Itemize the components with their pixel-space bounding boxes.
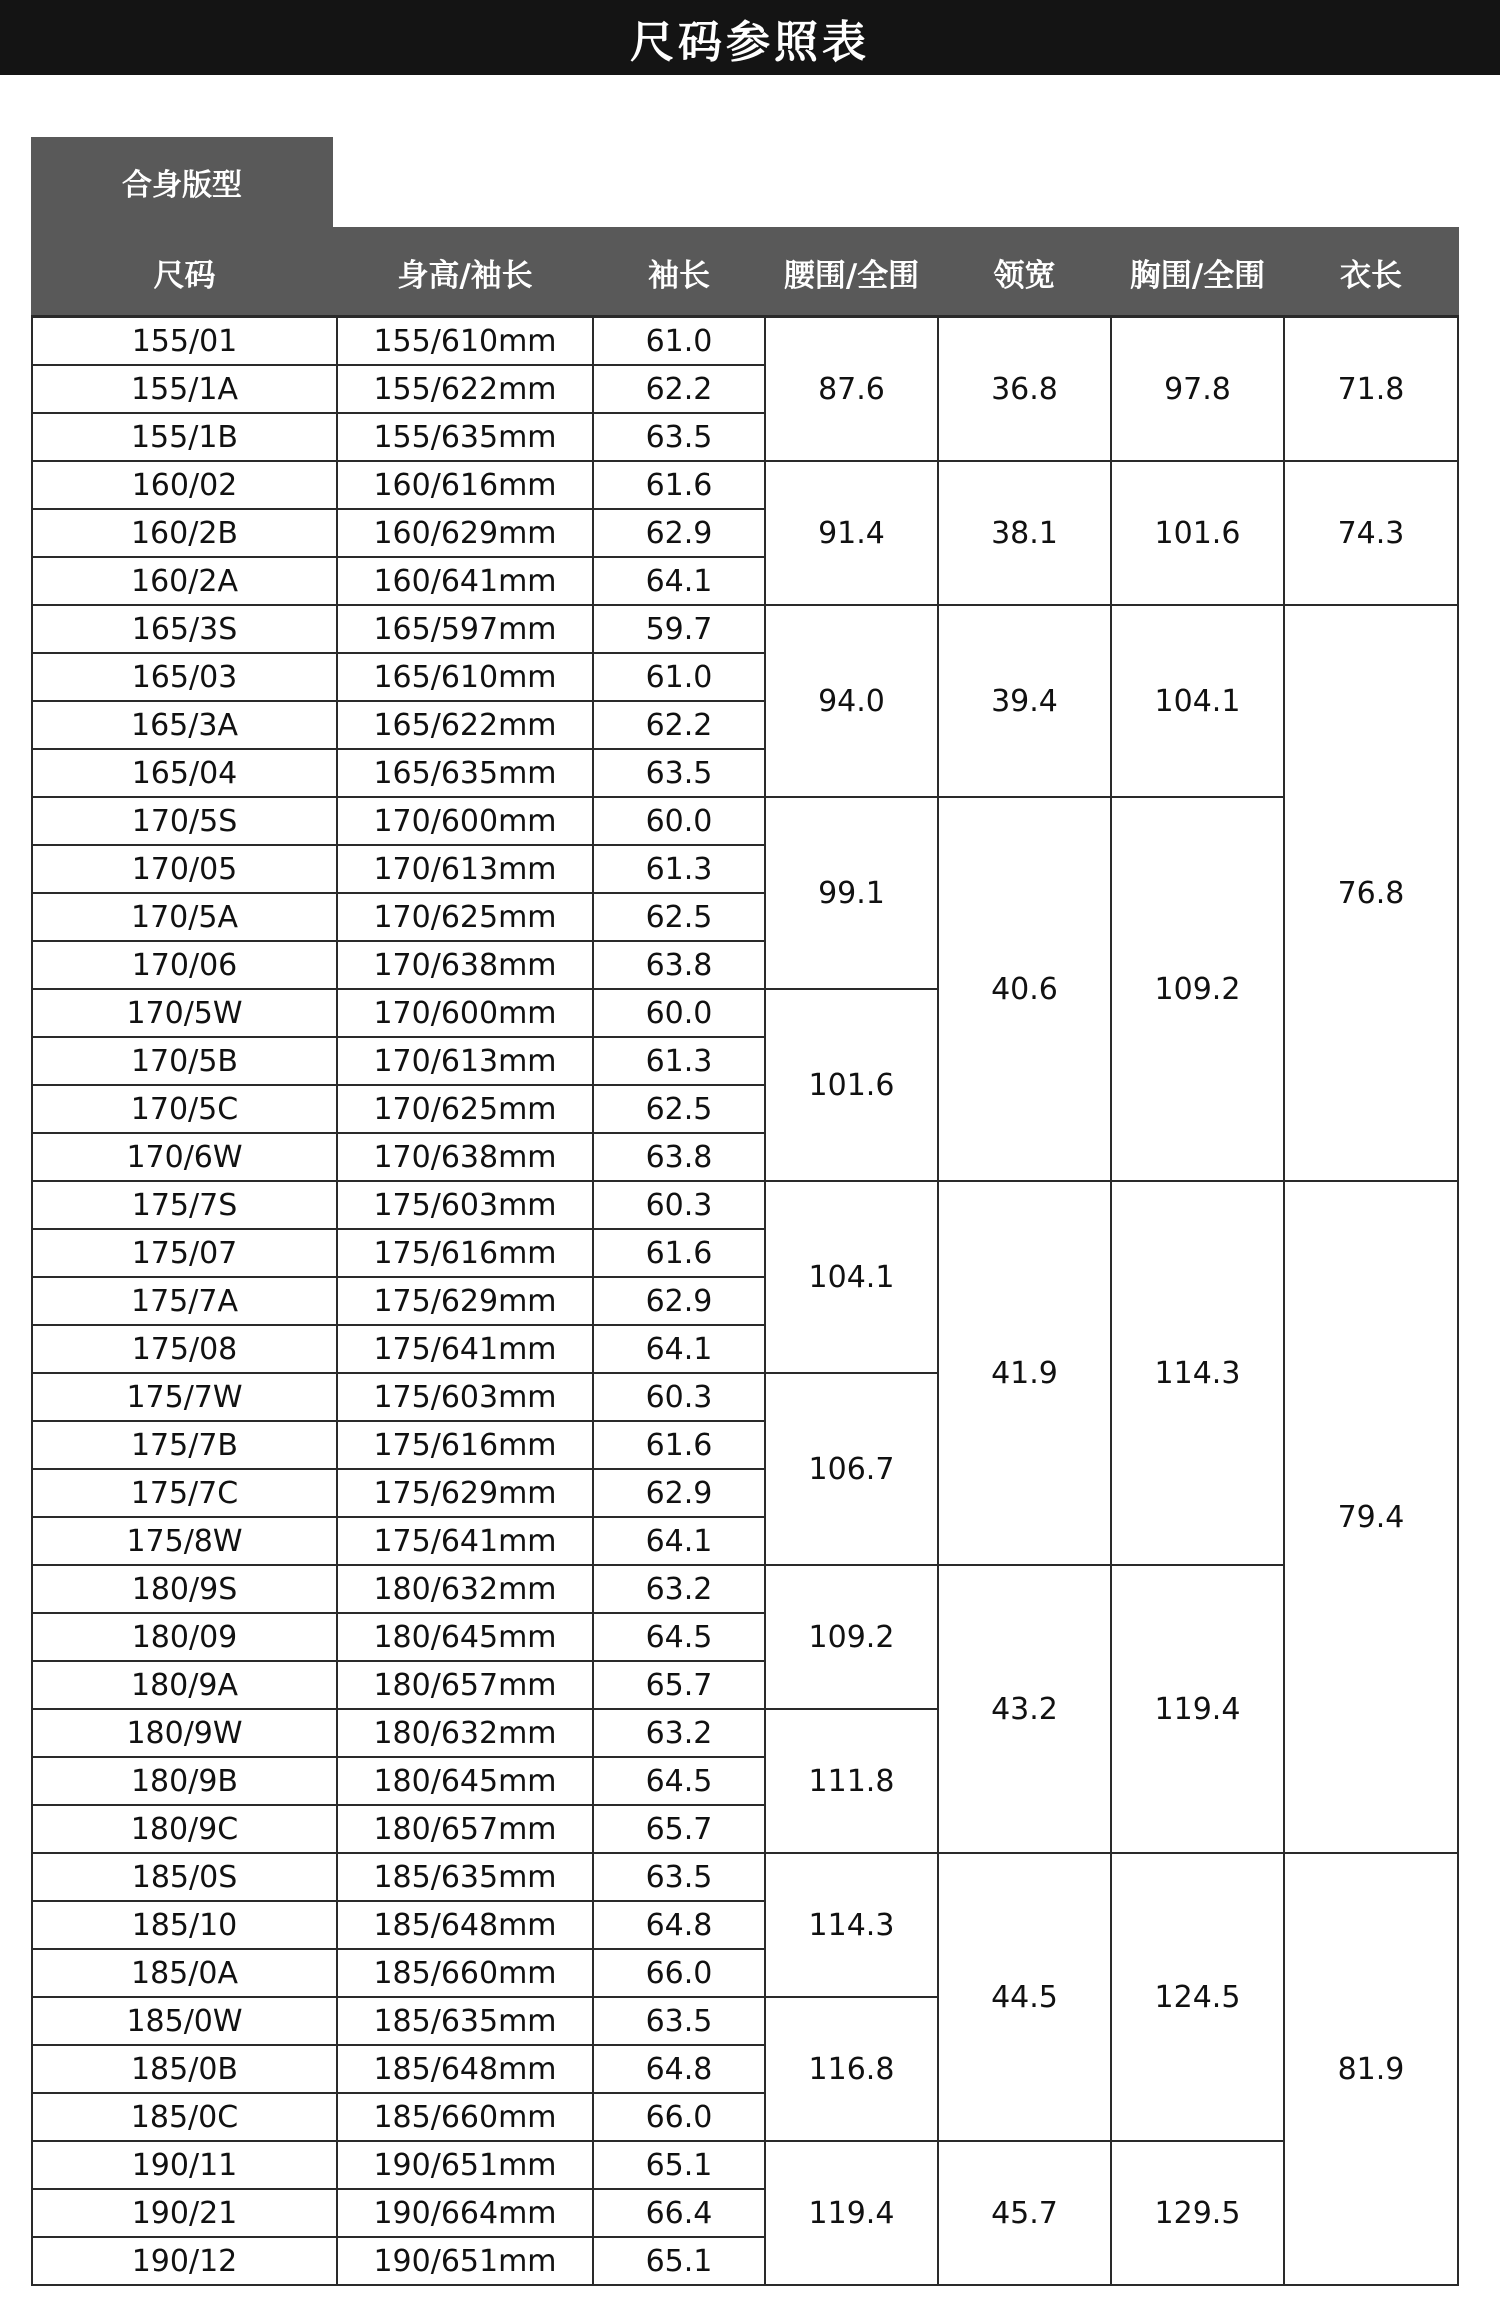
size-cell: 185/0S bbox=[32, 1853, 337, 1901]
size-cell: 170/6W bbox=[32, 1133, 337, 1181]
sleeve-cell: 64.1 bbox=[593, 557, 765, 605]
chest-cell: 109.2 bbox=[1111, 797, 1284, 1181]
sleeve-cell: 64.5 bbox=[593, 1757, 765, 1805]
sleeve-cell: 64.5 bbox=[593, 1613, 765, 1661]
page-title: 尺码参照表 bbox=[0, 0, 1500, 75]
sleeve-cell: 61.6 bbox=[593, 1421, 765, 1469]
sleeve-cell: 62.9 bbox=[593, 509, 765, 557]
collar-cell: 36.8 bbox=[938, 317, 1111, 462]
sleeve-cell: 62.9 bbox=[593, 1277, 765, 1325]
height-sleeve-cell: 190/651mm bbox=[337, 2237, 593, 2285]
table-row bbox=[32, 1853, 1458, 1901]
height-sleeve-cell: 180/632mm bbox=[337, 1709, 593, 1757]
header-sleeve: 袖长 bbox=[593, 228, 765, 317]
height-sleeve-cell: 160/616mm bbox=[337, 461, 593, 509]
sleeve-cell: 63.5 bbox=[593, 749, 765, 797]
size-cell: 165/3A bbox=[32, 701, 337, 749]
chest-cell: 119.4 bbox=[1111, 1565, 1284, 1853]
header-length: 衣长 bbox=[1284, 228, 1458, 317]
size-cell: 170/5B bbox=[32, 1037, 337, 1085]
sleeve-cell: 63.8 bbox=[593, 1133, 765, 1181]
size-cell: 185/0A bbox=[32, 1949, 337, 1997]
waist-cell: 91.4 bbox=[765, 461, 938, 605]
length-cell: 71.8 bbox=[1284, 317, 1458, 462]
height-sleeve-cell: 185/635mm bbox=[337, 1853, 593, 1901]
sleeve-cell: 61.6 bbox=[593, 461, 765, 509]
collar-cell: 38.1 bbox=[938, 461, 1111, 605]
size-cell: 170/06 bbox=[32, 941, 337, 989]
waist-cell: 116.8 bbox=[765, 1997, 938, 2141]
height-sleeve-cell: 190/664mm bbox=[337, 2189, 593, 2237]
waist-cell: 99.1 bbox=[765, 797, 938, 989]
size-cell: 175/8W bbox=[32, 1517, 337, 1565]
table-row bbox=[32, 1565, 1458, 1613]
size-cell: 180/9C bbox=[32, 1805, 337, 1853]
height-sleeve-cell: 185/635mm bbox=[337, 1997, 593, 2045]
sleeve-cell: 59.7 bbox=[593, 605, 765, 653]
size-cell: 165/04 bbox=[32, 749, 337, 797]
size-cell: 185/0W bbox=[32, 1997, 337, 2045]
waist-cell: 119.4 bbox=[765, 2141, 938, 2285]
sleeve-cell: 65.1 bbox=[593, 2237, 765, 2285]
collar-cell: 43.2 bbox=[938, 1565, 1111, 1853]
height-sleeve-cell: 190/651mm bbox=[337, 2141, 593, 2189]
size-cell: 185/0C bbox=[32, 2093, 337, 2141]
collar-cell: 44.5 bbox=[938, 1853, 1111, 2141]
chest-cell: 124.5 bbox=[1111, 1853, 1284, 2141]
sleeve-cell: 61.3 bbox=[593, 845, 765, 893]
table-row bbox=[32, 317, 1458, 366]
sleeve-cell: 64.1 bbox=[593, 1517, 765, 1565]
size-cell: 180/09 bbox=[32, 1613, 337, 1661]
waist-cell: 114.3 bbox=[765, 1853, 938, 1997]
sleeve-cell: 62.5 bbox=[593, 1085, 765, 1133]
header-waist: 腰围/全围 bbox=[765, 228, 938, 317]
chest-cell: 114.3 bbox=[1111, 1181, 1284, 1565]
sleeve-cell: 64.1 bbox=[593, 1325, 765, 1373]
size-cell: 190/21 bbox=[32, 2189, 337, 2237]
height-sleeve-cell: 175/629mm bbox=[337, 1469, 593, 1517]
collar-cell: 45.7 bbox=[938, 2141, 1111, 2285]
size-cell: 175/07 bbox=[32, 1229, 337, 1277]
waist-cell: 101.6 bbox=[765, 989, 938, 1181]
height-sleeve-cell: 180/645mm bbox=[337, 1613, 593, 1661]
sleeve-cell: 63.5 bbox=[593, 1853, 765, 1901]
sleeve-cell: 62.2 bbox=[593, 701, 765, 749]
size-cell: 155/1A bbox=[32, 365, 337, 413]
size-cell: 170/05 bbox=[32, 845, 337, 893]
size-cell: 175/7W bbox=[32, 1373, 337, 1421]
height-sleeve-cell: 160/629mm bbox=[337, 509, 593, 557]
sleeve-cell: 62.2 bbox=[593, 365, 765, 413]
size-cell: 170/5W bbox=[32, 989, 337, 1037]
sleeve-cell: 61.0 bbox=[593, 317, 765, 366]
header-collar: 领宽 bbox=[938, 228, 1111, 317]
size-cell: 175/7A bbox=[32, 1277, 337, 1325]
height-sleeve-cell: 160/641mm bbox=[337, 557, 593, 605]
size-cell: 180/9B bbox=[32, 1757, 337, 1805]
height-sleeve-cell: 185/660mm bbox=[337, 2093, 593, 2141]
sleeve-cell: 63.2 bbox=[593, 1565, 765, 1613]
size-cell: 160/2B bbox=[32, 509, 337, 557]
length-cell: 79.4 bbox=[1284, 1181, 1458, 1853]
sleeve-cell: 60.0 bbox=[593, 797, 765, 845]
sleeve-cell: 62.9 bbox=[593, 1469, 765, 1517]
size-cell: 180/9W bbox=[32, 1709, 337, 1757]
size-cell: 175/7B bbox=[32, 1421, 337, 1469]
size-cell: 175/08 bbox=[32, 1325, 337, 1373]
height-sleeve-cell: 170/638mm bbox=[337, 941, 593, 989]
size-cell: 160/2A bbox=[32, 557, 337, 605]
length-cell: 74.3 bbox=[1284, 461, 1458, 605]
size-cell: 190/12 bbox=[32, 2237, 337, 2285]
size-cell: 170/5C bbox=[32, 1085, 337, 1133]
height-sleeve-cell: 175/616mm bbox=[337, 1421, 593, 1469]
size-cell: 190/11 bbox=[32, 2141, 337, 2189]
sleeve-cell: 63.5 bbox=[593, 1997, 765, 2045]
sleeve-cell: 66.0 bbox=[593, 1949, 765, 1997]
size-cell: 170/5S bbox=[32, 797, 337, 845]
chest-cell: 97.8 bbox=[1111, 317, 1284, 462]
sleeve-cell: 60.3 bbox=[593, 1373, 765, 1421]
height-sleeve-cell: 185/648mm bbox=[337, 2045, 593, 2093]
sleeve-cell: 66.4 bbox=[593, 2189, 765, 2237]
height-sleeve-cell: 180/632mm bbox=[337, 1565, 593, 1613]
height-sleeve-cell: 175/641mm bbox=[337, 1517, 593, 1565]
height-sleeve-cell: 170/600mm bbox=[337, 797, 593, 845]
height-sleeve-cell: 155/610mm bbox=[337, 317, 593, 366]
collar-cell: 41.9 bbox=[938, 1181, 1111, 1565]
size-cell: 165/03 bbox=[32, 653, 337, 701]
sleeve-cell: 66.0 bbox=[593, 2093, 765, 2141]
waist-cell: 111.8 bbox=[765, 1709, 938, 1853]
table-body bbox=[32, 317, 1458, 2286]
height-sleeve-cell: 165/622mm bbox=[337, 701, 593, 749]
length-cell: 76.8 bbox=[1284, 605, 1458, 1181]
size-cell: 170/5A bbox=[32, 893, 337, 941]
tab-fit-type[interactable]: 合身版型 bbox=[31, 137, 333, 227]
chest-cell: 104.1 bbox=[1111, 605, 1284, 797]
size-cell: 185/0B bbox=[32, 2045, 337, 2093]
waist-cell: 104.1 bbox=[765, 1181, 938, 1373]
height-sleeve-cell: 170/613mm bbox=[337, 845, 593, 893]
table-row bbox=[32, 461, 1458, 509]
table-row bbox=[32, 797, 1458, 845]
size-cell: 155/01 bbox=[32, 317, 337, 366]
sleeve-cell: 62.5 bbox=[593, 893, 765, 941]
sleeve-cell: 65.7 bbox=[593, 1661, 765, 1709]
collar-cell: 39.4 bbox=[938, 605, 1111, 797]
table-row bbox=[32, 1181, 1458, 1229]
height-sleeve-cell: 185/660mm bbox=[337, 1949, 593, 1997]
header-height-sleeve: 身高/袖长 bbox=[337, 228, 593, 317]
height-sleeve-cell: 180/657mm bbox=[337, 1805, 593, 1853]
sleeve-cell: 64.8 bbox=[593, 1901, 765, 1949]
waist-cell: 94.0 bbox=[765, 605, 938, 797]
sleeve-cell: 63.8 bbox=[593, 941, 765, 989]
header-size: 尺码 bbox=[32, 228, 337, 317]
chest-cell: 129.5 bbox=[1111, 2141, 1284, 2285]
height-sleeve-cell: 175/641mm bbox=[337, 1325, 593, 1373]
size-cell: 160/02 bbox=[32, 461, 337, 509]
size-cell: 165/3S bbox=[32, 605, 337, 653]
height-sleeve-cell: 180/657mm bbox=[337, 1661, 593, 1709]
sleeve-cell: 61.6 bbox=[593, 1229, 765, 1277]
height-sleeve-cell: 155/622mm bbox=[337, 365, 593, 413]
sleeve-cell: 61.0 bbox=[593, 653, 765, 701]
sleeve-cell: 60.0 bbox=[593, 989, 765, 1037]
waist-cell: 106.7 bbox=[765, 1373, 938, 1565]
height-sleeve-cell: 165/597mm bbox=[337, 605, 593, 653]
collar-cell: 40.6 bbox=[938, 797, 1111, 1181]
size-cell: 175/7S bbox=[32, 1181, 337, 1229]
height-sleeve-cell: 175/603mm bbox=[337, 1373, 593, 1421]
size-cell: 180/9A bbox=[32, 1661, 337, 1709]
height-sleeve-cell: 175/629mm bbox=[337, 1277, 593, 1325]
size-cell: 180/9S bbox=[32, 1565, 337, 1613]
height-sleeve-cell: 165/635mm bbox=[337, 749, 593, 797]
size-cell: 175/7C bbox=[32, 1469, 337, 1517]
length-cell: 81.9 bbox=[1284, 1853, 1458, 2285]
sleeve-cell: 65.1 bbox=[593, 2141, 765, 2189]
height-sleeve-cell: 170/600mm bbox=[337, 989, 593, 1037]
sleeve-cell: 61.3 bbox=[593, 1037, 765, 1085]
height-sleeve-cell: 185/648mm bbox=[337, 1901, 593, 1949]
sleeve-cell: 64.8 bbox=[593, 2045, 765, 2093]
height-sleeve-cell: 170/625mm bbox=[337, 893, 593, 941]
height-sleeve-cell: 155/635mm bbox=[337, 413, 593, 461]
header-chest: 胸围/全围 bbox=[1111, 228, 1284, 317]
height-sleeve-cell: 170/638mm bbox=[337, 1133, 593, 1181]
size-cell: 155/1B bbox=[32, 413, 337, 461]
size-table bbox=[31, 227, 1459, 2286]
height-sleeve-cell: 175/603mm bbox=[337, 1181, 593, 1229]
waist-cell: 87.6 bbox=[765, 317, 938, 462]
height-sleeve-cell: 180/645mm bbox=[337, 1757, 593, 1805]
chest-cell: 101.6 bbox=[1111, 461, 1284, 605]
size-cell: 185/10 bbox=[32, 1901, 337, 1949]
sleeve-cell: 63.5 bbox=[593, 413, 765, 461]
height-sleeve-cell: 170/625mm bbox=[337, 1085, 593, 1133]
sleeve-cell: 60.3 bbox=[593, 1181, 765, 1229]
table-row bbox=[32, 2141, 1458, 2189]
height-sleeve-cell: 170/613mm bbox=[337, 1037, 593, 1085]
table-row bbox=[32, 605, 1458, 653]
height-sleeve-cell: 165/610mm bbox=[337, 653, 593, 701]
waist-cell: 109.2 bbox=[765, 1565, 938, 1709]
height-sleeve-cell: 175/616mm bbox=[337, 1229, 593, 1277]
sleeve-cell: 63.2 bbox=[593, 1709, 765, 1757]
table-header-row bbox=[32, 228, 1458, 317]
sleeve-cell: 65.7 bbox=[593, 1805, 765, 1853]
